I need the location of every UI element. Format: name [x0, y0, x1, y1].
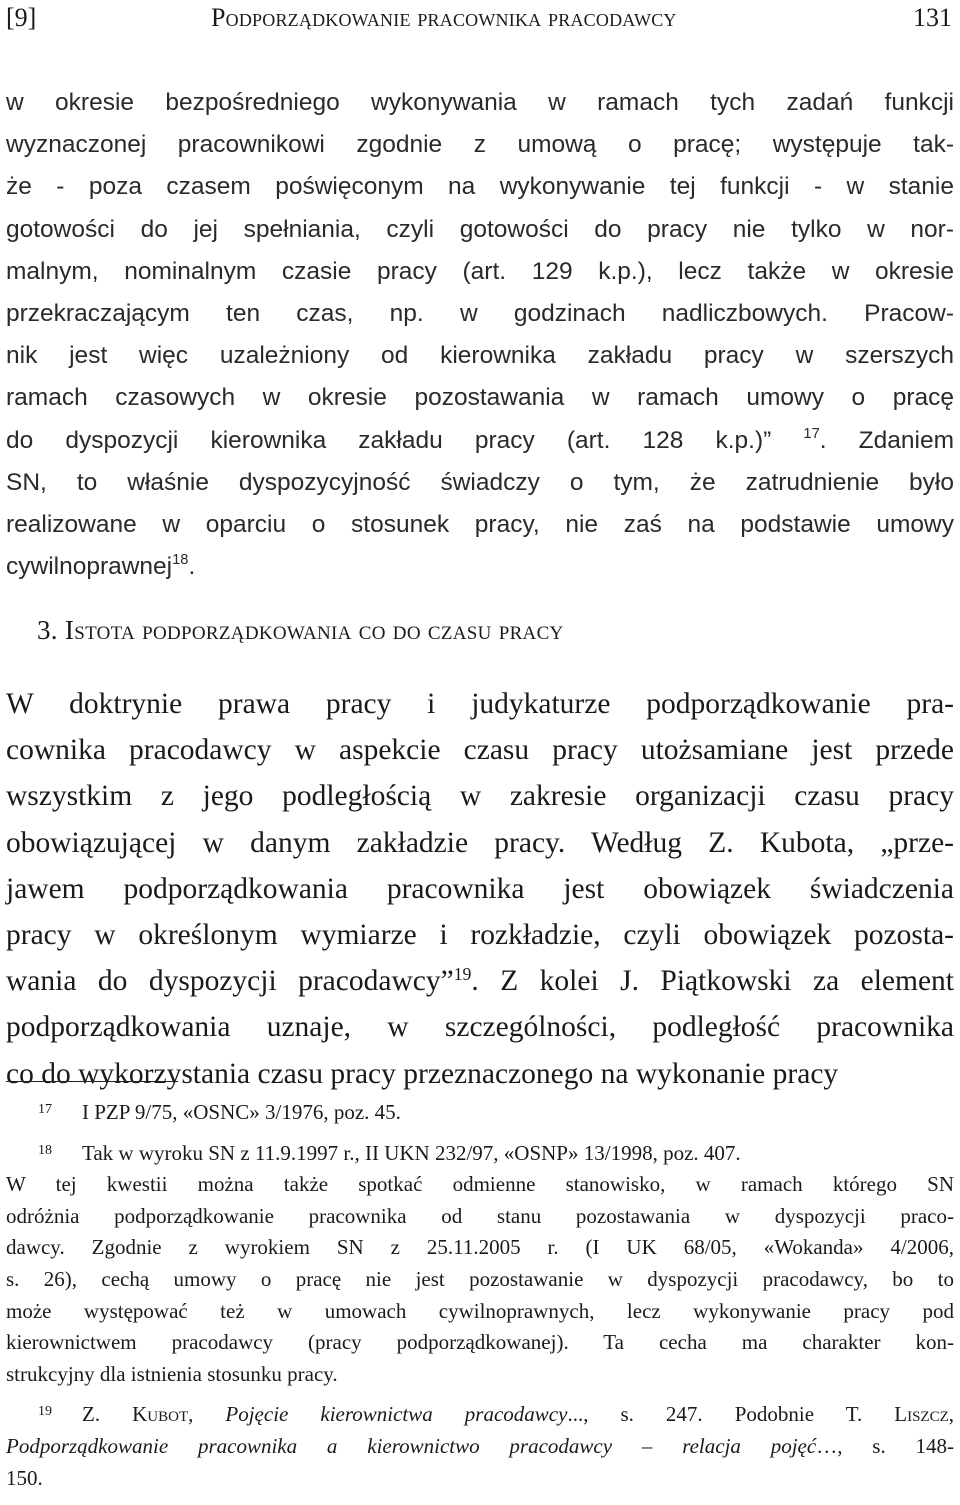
- text-line: obowiązującej w danym zakładzie pracy. Według Z. Kubota, „prze-: [6, 826, 954, 859]
- footnote-ref-18[interactable]: 18: [172, 552, 189, 569]
- text-line: W doktrynie prawa pracy i judykaturze podporządkowanie pra-: [6, 688, 954, 720]
- text-line: w okresie bezpośredniego wykonywania w ramach tych zadań funkcji: [6, 89, 954, 116]
- text-segment: do dyspozycji kierownika zakładu pracy (art. 128 k.p.)”: [6, 426, 772, 454]
- author-name: Z. Kubot: [82, 1402, 189, 1427]
- text-line: cownika pracodawcy w aspekcie czasu pracy utożsamiane jest przede: [6, 734, 954, 767]
- footnote-text: Tak w wyroku SN z 11.9.1997 r., II UKN 232/97, «OSNP» 13/1998, poz. 407.: [82, 1140, 741, 1165]
- footnote-ref-17[interactable]: 17: [803, 425, 820, 442]
- section-heading: [37, 612, 564, 648]
- text-line: [6, 546, 954, 588]
- text-line: podporządkowania uznaje, w szczególności, podległość pracownika: [6, 1011, 954, 1044]
- text-segment: cywilnoprawnej: [6, 553, 173, 581]
- text-line: co do wykorzystania czasu pracy przeznaczonego na wykonanie pracy: [6, 1057, 839, 1090]
- running-header: [6, 2, 954, 34]
- footnote-18: [6, 1135, 954, 1170]
- footnote-mark: 17: [38, 1102, 52, 1117]
- text-line: malnym, nominalnym czasie pracy (art. 129 k.p.), lecz także w okresie: [6, 257, 954, 285]
- footnote-mark: 19: [38, 1404, 52, 1420]
- footnote-line: kierownictwem pracodawcy (pracy podporządkowanej). Ta cecha ma charakter kon-: [6, 1330, 954, 1355]
- footnote-line: W tej kwestii można także spotkać odmienne stanowisko, w ramach którego SN: [6, 1172, 954, 1197]
- author-name: Liszcz: [894, 1402, 949, 1427]
- footnote-text: ,: [188, 1402, 226, 1427]
- body-paragraph: [6, 681, 954, 1097]
- text-line: jawem podporządkowania pracownika jest obowiązek świadczenia: [6, 872, 954, 905]
- work-title: Pojęcie kierownictwa pracodawcy: [225, 1402, 568, 1427]
- footnote-line: strukcyjny dla istnienia stosunku pracy.: [6, 1361, 338, 1386]
- footnote-line: może występować też w umowach cywilnoprawnych, lecz wykonywanie pracy pod: [6, 1298, 954, 1323]
- text-segment: .: [188, 553, 196, 581]
- footnotes: [6, 1094, 954, 1494]
- footnote-text: ,: [948, 1402, 954, 1427]
- text-line: nik jest więc uzależniony od kierownika zakładu pracy w szerszych: [6, 342, 954, 370]
- section-heading-title: Istota podporządkowania co do czasu pracy: [64, 615, 564, 645]
- work-title: Podporządkowanie pracownika a kierownictwo pracodawcy – relacja pojęć: [6, 1433, 817, 1458]
- footnote-text: ..., s. 247. Podobnie T.: [567, 1402, 895, 1427]
- text-line: ramach czasowych w okresie pozostawania w ramach umowy o pracę: [6, 384, 954, 412]
- text-line: [6, 958, 954, 1004]
- footnote-text: …, s. 148-: [816, 1433, 954, 1458]
- text-segment: . Zdaniem: [819, 426, 954, 454]
- footnote-line: dawcy. Zgodnie z wyrokiem SN z 25.11.2005 r. (I UK 68/05, «Wokanda» 4/2006,: [6, 1235, 954, 1260]
- running-title: Podporządkowanie pracownika pracodawcy: [211, 3, 677, 32]
- section-number: [9]: [6, 3, 37, 32]
- page-number: 131: [913, 3, 952, 32]
- text-line: pracy w określonym wymiarze i rozkładzie, czyli obowiązek pozosta-: [6, 919, 954, 952]
- text-segment: wania do dyspozycji pracodawcy”: [6, 965, 454, 998]
- text-segment: . Z kolei J. Piątkowski za element: [471, 965, 955, 998]
- footnote-line: s. 26), cechą umowy o pracę nie jest pozostawanie w dyspozycji pracodawcy, bo to: [6, 1266, 954, 1291]
- footnote-line: odróżnia podporządkowanie pracownika od stanu pozostawania w dyspozycji praco-: [6, 1203, 954, 1228]
- text-line: wszystkim z jego podległością w zakresie organizacji czasu pracy: [6, 780, 954, 813]
- footnote-line: 150.: [6, 1465, 43, 1490]
- text-line: wyznaczonej pracownikowi zgodnie z umową o pracę; występuje tak-: [6, 131, 954, 159]
- text-line: [6, 420, 954, 462]
- text-line: realizowane w oparciu o stosunek pracy, nie zaś na podstawie umowy: [6, 511, 954, 539]
- footnote-ref-19[interactable]: 19: [453, 964, 472, 985]
- footnote-mark: 18: [38, 1142, 52, 1158]
- text-line: przekraczającym ten czas, np. w godzinach nadliczbowych. Pracow-: [6, 300, 954, 328]
- footnote-line: [6, 1431, 954, 1463]
- text-line: SN, to właśnie dyspozycyjność świadczy o tym, że zatrudnienie było: [6, 468, 954, 496]
- footnote-19: [6, 1396, 954, 1431]
- footnote-17: [6, 1094, 954, 1129]
- section-heading-number: 3.: [37, 615, 58, 645]
- text-line: że - poza czasem poświęconym na wykonywanie tej funkcji - w stanie: [6, 173, 954, 201]
- footnote-text: I PZP 9/75, «OSNC» 3/1976, poz. 45.: [82, 1100, 401, 1124]
- quote-paragraph: [6, 82, 954, 588]
- footnote-divider: [6, 1081, 178, 1082]
- text-line: gotowości do jej spełniania, czyli gotowości do pracy nie tylko w nor-: [6, 215, 954, 243]
